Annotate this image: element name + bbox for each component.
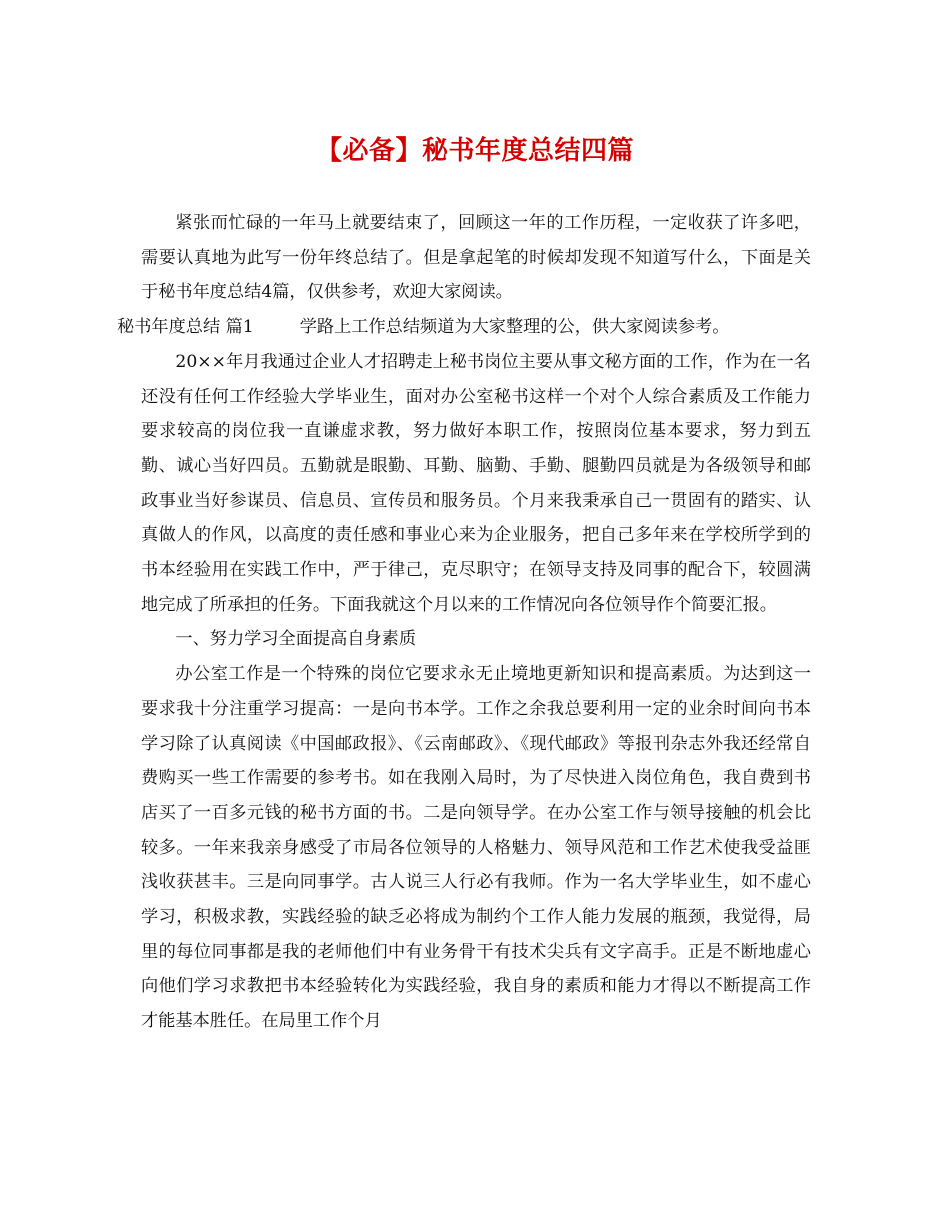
section-header-line: [117, 310, 811, 345]
document-title: 【必备】秘书年度总结四篇: [315, 136, 634, 166]
document-body: [117, 206, 811, 1039]
intro-paragraph: 紧张而忙碌的一年马上就要结束了，回顾这一年的工作历程，一定收获了许多吧，需要认真地为此写一份年终总结了。但是拿起笔的时候却发现不知道写什么，下面是关于秘书年度总结4篇，仅供参考，欢迎大家阅读。: [141, 213, 811, 303]
body-paragraph-2: 办公室工作是一个特殊的岗位它要求永无止境地更新知识和提高素质。为达到这一要求我十分注重学习提高：一是向书本学。工作之余我总要利用一定的业余时间向书本学习除了认真阅读《中国邮政报》、《云南邮政》、《现代邮政》等报刊杂志外我还经常自费购买一些工作需要的参考书。如在我刚入局时，为了尽快进入岗位角色，我自费到书店买了一百多元钱的秘书方面的书。二是向领导学。在办公室工作与领导接触的机会比较多。一年来我亲身感受了市局各位领导的人格魅力、领导风范和工作艺术使我受益匪浅收获甚丰。三是向同事学。古人说三人行必有我师。作为一名大学毕业生，如不虚心学习，积极求教，实践经验的缺乏必将成为制约个工作人能力发展的瓶颈，我觉得，局里的每位同事都是我的老师他们中有业务骨干有技术尖兵有文字高手。正是不断地虚心向他们学习求教把书本经验转化为实践经验，我自身的素质和能力才得以不断提高工作才能基本胜任。在局里工作个月: [141, 664, 811, 1032]
section-heading-1: 一、努力学习全面提高自身素质: [175, 629, 417, 650]
section-note: 学路上工作总结频道为大家整理的公，供大家阅读参考。: [299, 317, 730, 338]
section-label: 秘书年度总结 篇1: [117, 317, 254, 338]
body-paragraph-1: 20××年月我通过企业人才招聘走上秘书岗位主要从事文秘方面的工作，作为在一名还没有任何工作经验大学毕业生，面对办公室秘书这样一个对个人综合素质及工作能力要求较高的岗位我一直谦虚求教，努力做好本职工作，按照岗位基本要求，努力到五勤、诚心当好四员。五勤就是眼勤、耳勤、脑勤、手勤、腿勤四员就是为各级领导和邮政事业当好参谋员、信息员、宣传员和服务员。个月来我秉承自己一贯固有的踏实、认真做人的作风，以高度的责任感和事业心来为企业服务，把自己多年来在学校所学到的书本经验用在实践工作中，严于律己，克尽职守；在领导支持及同事的配合下，较圆满地完成了所承担的任务。下面我就这个月以来的工作情况向各位领导作个简要汇报。: [141, 351, 811, 615]
